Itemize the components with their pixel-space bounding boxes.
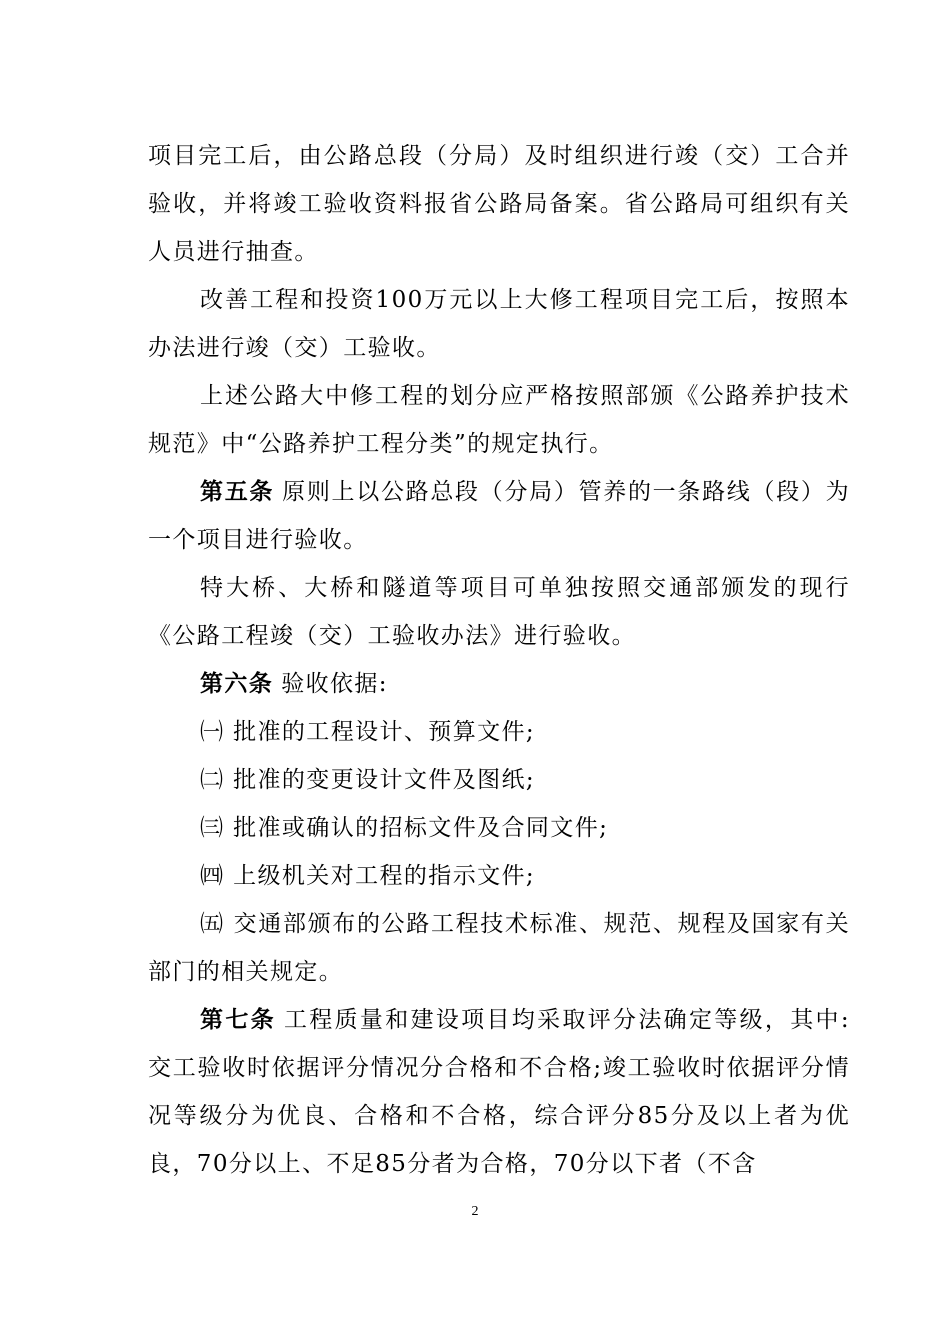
- article-6-text: 验收依据:: [281, 671, 388, 697]
- basis-item: ㈤ 交通部颁布的公路工程技术标准、规范、规程及国家有关部门的相关规定。: [148, 911, 850, 985]
- paragraph-classification-rule: 上述公路大中修工程的划分应严格按照部颁《公路养护技术规范》中“公路养护工程分类”的规定执行。: [148, 383, 850, 457]
- paragraph-improvement-projects: 改善工程和投资100万元以上大修工程项目完工后，按照本办法进行竣（交）工验收。: [148, 287, 850, 361]
- basis-item: ㈠ 批准的工程设计、预算文件;: [200, 719, 536, 745]
- article-7-label: 第七条: [200, 1006, 276, 1033]
- article-7-text: 工程质量和建设项目均采取评分法确定等级，其中:交工验收时依据评分情况分合格和不合格;竣工验收时依据评分情况等级分为优良、合格和不合格，综合评分85分及以上者为优良，70分以上、不足85分者为合格，70分以下者（不含: [148, 1007, 851, 1177]
- document-body: [148, 132, 850, 1188]
- paragraph-bridges-tunnels: 特大桥、大桥和隧道等项目可单独按照交通部颁发的现行《公路工程竣（交）工验收办法》进行验收。: [148, 575, 850, 649]
- basis-item: ㈡ 批准的变更设计文件及图纸;: [200, 767, 536, 793]
- basis-item: ㈣ 上级机关对工程的指示文件;: [200, 863, 536, 889]
- article-6-label: 第六条: [200, 670, 274, 697]
- article-5-label: 第五条: [200, 478, 275, 505]
- paragraph-completion-acceptance: 项目完工后，由公路总段（分局）及时组织进行竣（交）工合并验收，并将竣工验收资料报省公路局备案。省公路局可组织有关人员进行抽查。: [148, 143, 850, 265]
- article-6: [148, 660, 850, 708]
- article-5: [148, 468, 850, 564]
- article-5-text: 原则上以公路总段（分局）管养的一条路线（段）为一个项目进行验收。: [148, 479, 851, 553]
- basis-item: ㈢ 批准或确认的招标文件及合同文件;: [200, 815, 609, 841]
- article-7: [148, 996, 850, 1188]
- page-number: 2: [471, 1204, 479, 1219]
